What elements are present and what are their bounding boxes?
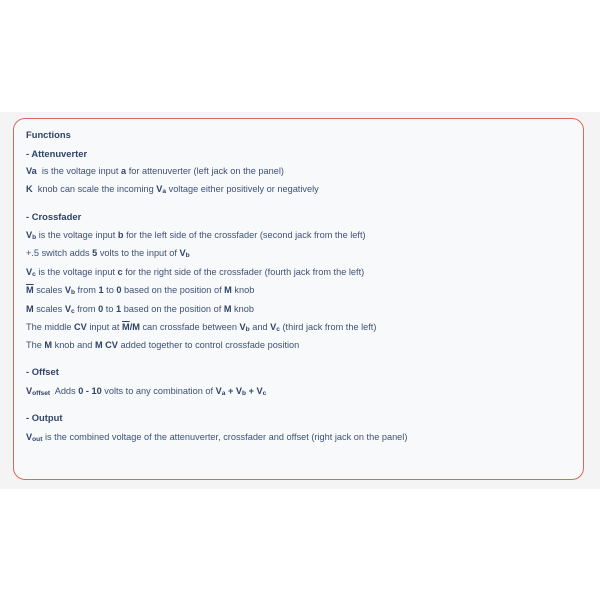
crossfader-line-7: The M knob and M CV added together to control crossfade position <box>26 340 300 350</box>
attenuverter-line-1: Va is the voltage input a for attenuverter (left jack on the panel) <box>26 166 284 176</box>
functions-title: Functions <box>26 129 71 140</box>
offset-line-1: Voffset Adds 0 - 10 volts to any combination of Va + Vb + Vc <box>26 386 267 397</box>
attenuverter-heading: - Attenuverter <box>26 148 88 159</box>
offset-heading: - Offset <box>26 366 59 377</box>
crossfader-line-6: The middle CV input at $\overline{M}/M$ can crossfade between Vb and Vc (third jack from the left) <box>26 322 377 333</box>
output-heading: - Output <box>26 412 63 423</box>
output-line-1: Vout is the combined voltage of the attenuverter, crossfader and offset (right jack on the panel) <box>26 432 408 443</box>
attenuverter-line-2: K knob can scale the incoming Va voltage either positively or negatively <box>26 184 319 195</box>
crossfader-line-5: M scales Vc from 0 to 1 based on the position of M knob <box>26 304 254 315</box>
crossfader-line-1: Vb is the voltage input b for the left side of the crossfader (second jack from the left) <box>26 230 366 241</box>
crossfader-heading: - Crossfader <box>26 211 82 222</box>
crossfader-line-2: +.5 switch adds 5 volts to the input of Vb <box>26 248 190 259</box>
crossfader-line-4: $\overline{M}$ scales Vb from 1 to 0 based on the position of M knob <box>26 285 255 296</box>
crossfader-line-3: Vc is the voltage input c for the right side of the crossfader (fourth jack from the left) <box>26 267 365 278</box>
